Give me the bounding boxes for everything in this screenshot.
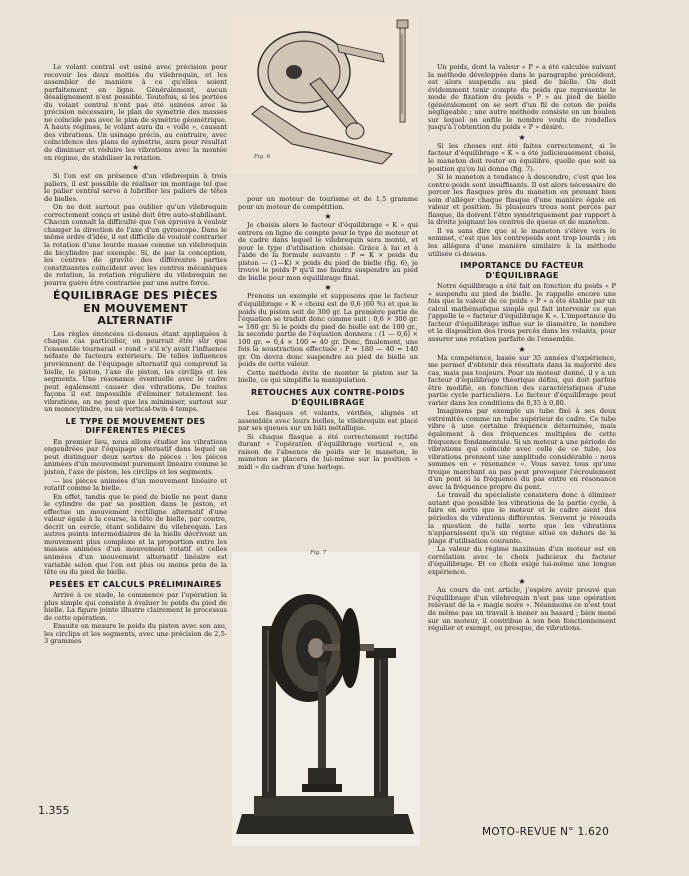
- heading-type-mouvement: LE TYPE DE MOUVEMENT DES DIFFÉRENTES PIÈCES: [65, 416, 206, 436]
- separator-star: ★: [324, 283, 332, 293]
- col2-paragraph-4: Cette méthode évite de monter le piston sur la bielle, ce qui simplifie la manipulation.: [238, 368, 418, 385]
- column-2: [238, 196, 418, 548]
- figure-7-label: Fig. 7: [310, 550, 327, 556]
- heading-pesees-calculs: PESÉES ET CALCULS PRÉLIMINAIRES: [49, 579, 222, 589]
- col1-paragraph-2: Si l'on est en présence d'un vilebrequin à trois paliers, il est possible de réaliser un montage tel que le palier central serve à lubrifier les paliers de têtes de bielles.: [44, 172, 227, 203]
- col1-paragraph-3: On ne doit surtout pas oublier qu'un vilebrequin correctement conçu et usiné doit être auto-stabilisant. Chacun connaît la difficulté que l'on éprouve à vouloir changer la direction de l'axe d'un gyroscope. Dans le même ordre d'idée, il est difficile de vouloir contrarier la rotation d'une lourde masse comme un vilebrequin de bicylindre par exemple. Si, de par la conception, les centres de gravité des différentes parties constituantes coïncident avec les centres mécaniques de rotation, la rotation régulière du vilebrequin ne pourra guère être contrariée par une autre force.: [44, 203, 227, 287]
- col3-paragraph-1: Un poids, dont la valeur « P » a été calculée suivant la méthode développée dans le paragraphe précédent, est alors suspendu au pied de bielle. On doit évidemment tenir compte du poids que représente le mode de fixation du poids « P » au pied de bielle (généralement on se sert d'un fil de coton de poids négligeable ; une autre méthode consiste en un boulon sur lequel on enfile le nombre voulu de rondelles jusqu'à l'obtention du poids « P » désiré.: [428, 64, 616, 132]
- col3-paragraph-8: Le travail du spécialiste consistera donc à éliminer autant que possible les vibrations de la partie cycle, à faire en sorte que le moteur et le cadre aient des périodes de vibrations différentes. Souvent je résouds la question de telle sorte que les vibrations n'apparaissent qu'à un régime situé en dehors de la plage d'utilisation courante.: [428, 491, 616, 545]
- col3-paragraph-9: La valeur du régime maximum d'un moteur est en corrélation avec le choix judicieux du facteur d'équilibrage. Et ce choix exige lui-même une longue expérience.: [428, 545, 616, 576]
- col1-paragraph-8: Arrivé à ce stade, le commence par l'opération la plus simple qui consiste à évaluer le poids du pied de bielle. La figure jointe illustre clairement le processus de cette opération.: [44, 591, 227, 622]
- col1-paragraph-6: — les pièces animées d'un mouvement linéaire et rotatif comme la bielle.: [44, 476, 227, 493]
- heading-importance-facteur: IMPORTANCE DU FACTEUR D'ÉQUILIBRAGE: [460, 261, 584, 280]
- column-1: [44, 64, 227, 802]
- col1-paragraph-4: Les règles énoncées ci-dessus étant appliquées à chaque cas particulier, on pourrait être sûr que l'ensemble tournerait « rond » s'il n'y avait l'influence néfaste de facteurs extérieurs. De telles influences proviennent de l'équipage alternatif qui comprend la bielle, le piston, l'axe de piston, les circlips et les segments. Une résonance éventuelle avec le cadre peut également causer des vibrations. De toutes façons il est impossible d'éliminer totalement les vibrations, on ne peut que les minimiser, surtout sur un monocylindre, ou un vertical-twin 4 temps.: [44, 329, 227, 414]
- column-3: [428, 64, 616, 820]
- heading-retouches-contre-poids: RETOUCHES AUX CONTRE-POIDS D'ÉQUILIBRAGE: [251, 388, 405, 407]
- col3-paragraph-2: Si les choses ont été faites correctement, si le facteur d'équilibrage « K » a été judicieusement choisi, le maneton doit rester en équilibre, quelle que soit sa position qu'on lui donne (fig. 7).: [428, 141, 616, 173]
- heading-equilibrage-alternatif: ÉQUILIBRAGE DES PIÈCES EN MOUVEMENT ALTERNATIF: [53, 289, 218, 328]
- separator-star: ★: [518, 577, 526, 587]
- col3-paragraph-10: Au cours de cet article, j'espère avoir prouvé que l'équilibrage d'un vilebrequin n'est pas une opération relevant de la « magie noire ». Néanmoins ce n'est tout de même pas un travail à mener au hasard ; bien mené sur un moteur, il contribue à son bon fonctionnement régulier et exempt, ou presque, de vibrations.: [428, 586, 616, 633]
- col3-paragraph-5: Notre équilibrage a été fait en fonction du poids « P » suspendu au pied de bielle. Je rappelle encore une fois que la valeur de ce poids « P » a été établie par un calcul mathématique simple qui fait intervenir ce que j'appelle le « facteur d'équilibrage K ». L'importance du facteur d'équilibrage influe sur le diamètre, le nombre et la disposition des trous percés dans les volants, pour assurer une rotation parfaite de l'ensemble.: [428, 282, 616, 343]
- magazine-footer: MOTO-REVUE N° 1.620: [482, 826, 610, 838]
- figure-7: [232, 552, 420, 846]
- col3-paragraph-3: Si le maneton a tendance à descendre, c'est que les contre-poids sont insuffisants. Il est alors nécessaire de percer les flasques près du maneton en prenant bien soin d'alléger chaque flasque d'une manière égale en valeur et position. Si plusieurs trous sont percés par flasque, ils doivent l'être symétriquement par rapport à la droite joignant les centres de queue et de maneton.: [428, 173, 616, 227]
- separator-star: ★: [131, 163, 140, 173]
- col1-paragraph-1: Le volant central est usiné avec précision pour recevoir les deux moitiés du vilebrequin, et les assembler de manière à ce qu'elles soient parfaitement en ligne. Généralement, aucun désalignement n'est possible. Toutefois, si les portées du volant central n'ont pas été usinées avec la précision nécessaire, le plan de symétrie des masses ne coïncide pas avec le plan de symétrie géométrique. A hauts régimes, le volant aura du « voile », causant des vibrations. Un usinage précis, au contraire, avec coïncidence des plans de symétrie, aura pour résultat de diminuer et réduire les vibrations avec la montée en régime, de stabiliser la rotation.: [44, 64, 227, 162]
- separator-star: ★: [518, 344, 526, 354]
- col1-paragraph-9: Ensuite on mesure le poids du piston avec son axe, les circlips et les segments, avec une précision de 2,5-3 grammes: [44, 622, 227, 646]
- figure-7-photo: [232, 552, 420, 846]
- col2-paragraph-3: Prenons un exemple et supposons que le facteur d'équilibrage « K » choisi est de 0,6 (60 %) et que le poids du piston soit de 300 gr. La première partie de l'équation se traduit donc comme suit : 0,6 × 300 gr. = 180 gr. Si le poids du pied de bielle est de 100 gr., la seconde partie de l'équation donnera : (1 — 0,6) × 100 gr. = 0,4 × 100 = 40 gr. Donc, finalement, une fois la soustraction effectuée : P = 180 — 40 = 140 gr. On devra donc suspendre au pied de bielle un poids de cette valeur.: [238, 292, 418, 369]
- separator-star: ★: [324, 212, 332, 222]
- col1-paragraph-5: En premier lieu, nous allons étudier les vibrations engendrées par l'équipage alternatif dans lequel on peut distinguer deux sortes de pièces : les pièces animées d'un mouvement purement linéaire comme le piston, l'axe de piston, les circlips et les segments.: [44, 437, 227, 477]
- figure-6-drawing: [232, 14, 418, 174]
- separator-star: ★: [518, 132, 526, 142]
- figure-6-label: Fig. 6: [254, 154, 271, 160]
- col2-paragraph-1: pour un moteur de tourisme et de 1,5 gramme pour un moteur de compétition.: [238, 196, 418, 211]
- figure-6: [232, 14, 418, 174]
- page-number: 1.355: [38, 804, 70, 817]
- col2-paragraph-5: Les flasques et volants, vérifiés, alignés et assemblés avec leurs bielles, le vilebrequin est placé par ses queues sur un bâti métallique.: [238, 409, 418, 433]
- col2-paragraph-2: Je choisis alors le facteur d'équilibrage « K » qui entrera en ligne de compte pour le type de moteur et de cadre dans lequel le vilebrequin sera monté, et pour le type d'utilisation choisie. Grâce à lui et à l'aide de la formule suivante : P = K × poids du piston — (1—K) × poids du pied de bielle (fig. 6), je trouve le poids P qu'il me faudra suspendre au pied de bielle pour mon équilibrage final.: [238, 221, 418, 282]
- col2-paragraph-6: Si chaque flasque a été correctement rectifié durant « l'opération d'équilibrage vertical », en raison de l'absence de poids sur le maneton, le maneton se placera de lui-même sur la position « midi » du cadran d'une horloge.: [238, 432, 418, 471]
- col3-paragraph-7: Imaginons par exemple un tube fixé à ses deux extrémités comme un tube supérieur de cadre. Ce tube vibre à une certaine fréquence déterminée, mais également à des fréquences multiples de cette fréquence fondamentale. Si un moteur a une période de vibrations qui coïncide avec celle de ce tube, les vibrations prennent une amplitude considérable : nous sommes en « résonance ». Vous savez tous qu'une troupe marchant au pas peut provoquer l'écroulement d'un pont si la fréquence du pas entre en résonance avec la fréquence propre du pont.: [428, 407, 616, 491]
- col3-paragraph-6: Ma compétence, basée sur 35 années d'expérience, me permet d'obtenir des résultats dans la majorité des cas, mais pas toujours. Pour un moteur donné, il y a un facteur d'équilibrage théorique défini, qui doit parfois être modifié, en fonction des caractéristiques d'une partie cycle particulière. Le facteur d'équilibrage peut varier dans les conditions de 0,35 à 0,80.: [428, 353, 616, 407]
- col1-paragraph-7: En effet, tandis que le pied de bielle ne peut dans le cylindre de par sa position dans le piston, et effectue un mouvement rectiligne alternatif d'une valeur égale à la course, la tête de bielle, par contre, décrit un cercle, étant solidaire du vilebrequin. Les autres points intermédiaires de la bielle décrivent un mouvement plus complexe et la proportion entre les masses animées d'un mouvement rotatif et celles animées d'un mouvement alternatif linéaire est variable selon que l'on est plus ou moins près de la tête ou du pied de bielle.: [44, 492, 227, 577]
- col3-paragraph-4: Il va sans dire que si le maneton s'élève vers le sommet, c'est que les contrepoids sont trop lourds ; on les allègera d'une manière similaire à la méthode utilisée ci-dessus.: [428, 226, 616, 258]
